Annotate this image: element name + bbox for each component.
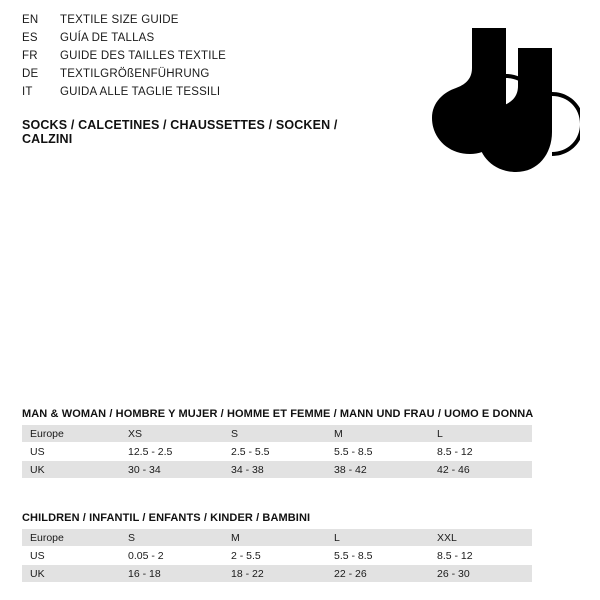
- row-label: UK: [22, 461, 120, 479]
- cell-value: 42 - 46: [429, 461, 532, 479]
- cell-value: 8.5 - 12: [429, 443, 532, 461]
- cell-value: 16 - 18: [120, 565, 223, 583]
- cell-value: 22 - 26: [326, 565, 429, 583]
- language-text: GUIDA ALLE TAGLIE TESSILI: [60, 86, 221, 98]
- adults-table-caption: MAN & WOMAN / HOMBRE Y MUJER / HOMME ET FEMME / MANN UND FRAU / UOMO E DONNA: [22, 408, 534, 420]
- children-size-table-block: [22, 512, 578, 583]
- cell-value: 12.5 - 2.5: [120, 443, 223, 461]
- table-row: [22, 529, 532, 547]
- page-title: SOCKS / CALCETINES / CHAUSSETTES / SOCKEN / CALZINI: [22, 118, 338, 146]
- cell-value: 18 - 22: [223, 565, 326, 583]
- adults-size-table: [22, 425, 532, 479]
- language-row: [22, 86, 382, 104]
- row-label: Europe: [22, 529, 120, 547]
- row-label: US: [22, 443, 120, 461]
- language-text: TEXTILE SIZE GUIDE: [60, 14, 179, 26]
- table-row: [22, 461, 532, 479]
- cell-value: 34 - 38: [223, 461, 326, 479]
- table-row: [22, 425, 532, 443]
- cell-value: L: [429, 425, 532, 443]
- header: [22, 14, 382, 146]
- cell-value: 26 - 30: [429, 565, 532, 583]
- row-label: UK: [22, 565, 120, 583]
- socks-illustration: [400, 14, 580, 174]
- cell-value: 5.5 - 8.5: [326, 443, 429, 461]
- cell-value: 0.05 - 2: [120, 547, 223, 565]
- cell-value: 2.5 - 5.5: [223, 443, 326, 461]
- cell-value: XS: [120, 425, 223, 443]
- row-label: Europe: [22, 425, 120, 443]
- cell-value: 30 - 34: [120, 461, 223, 479]
- cell-value: 38 - 42: [326, 461, 429, 479]
- language-row: [22, 68, 382, 86]
- cell-value: L: [326, 529, 429, 547]
- adults-size-table-block: [22, 408, 578, 479]
- children-table-caption: CHILDREN / INFANTIL / ENFANTS / KINDER / BAMBINI: [22, 512, 311, 524]
- cell-value: 5.5 - 8.5: [326, 547, 429, 565]
- table-row: [22, 443, 532, 461]
- language-code: IT: [22, 86, 33, 98]
- cell-value: S: [120, 529, 223, 547]
- language-code: DE: [22, 68, 39, 80]
- cell-value: 2 - 5.5: [223, 547, 326, 565]
- cell-value: S: [223, 425, 326, 443]
- language-row: [22, 50, 382, 68]
- language-text: TEXTILGRÖßENFÜHRUNG: [60, 68, 210, 80]
- language-code: FR: [22, 50, 38, 62]
- language-text: GUÍA DE TALLAS: [60, 32, 155, 44]
- cell-value: M: [223, 529, 326, 547]
- language-code: EN: [22, 14, 39, 26]
- cell-value: M: [326, 425, 429, 443]
- language-row: [22, 32, 382, 50]
- cell-value: 8.5 - 12: [429, 547, 532, 565]
- table-row: [22, 565, 532, 583]
- language-row: [22, 14, 382, 32]
- cell-value: XXL: [429, 529, 532, 547]
- row-label: US: [22, 547, 120, 565]
- table-row: [22, 547, 532, 565]
- language-code: ES: [22, 32, 38, 44]
- language-text: GUIDE DES TAILLES TEXTILE: [60, 50, 227, 62]
- children-size-table: [22, 529, 532, 583]
